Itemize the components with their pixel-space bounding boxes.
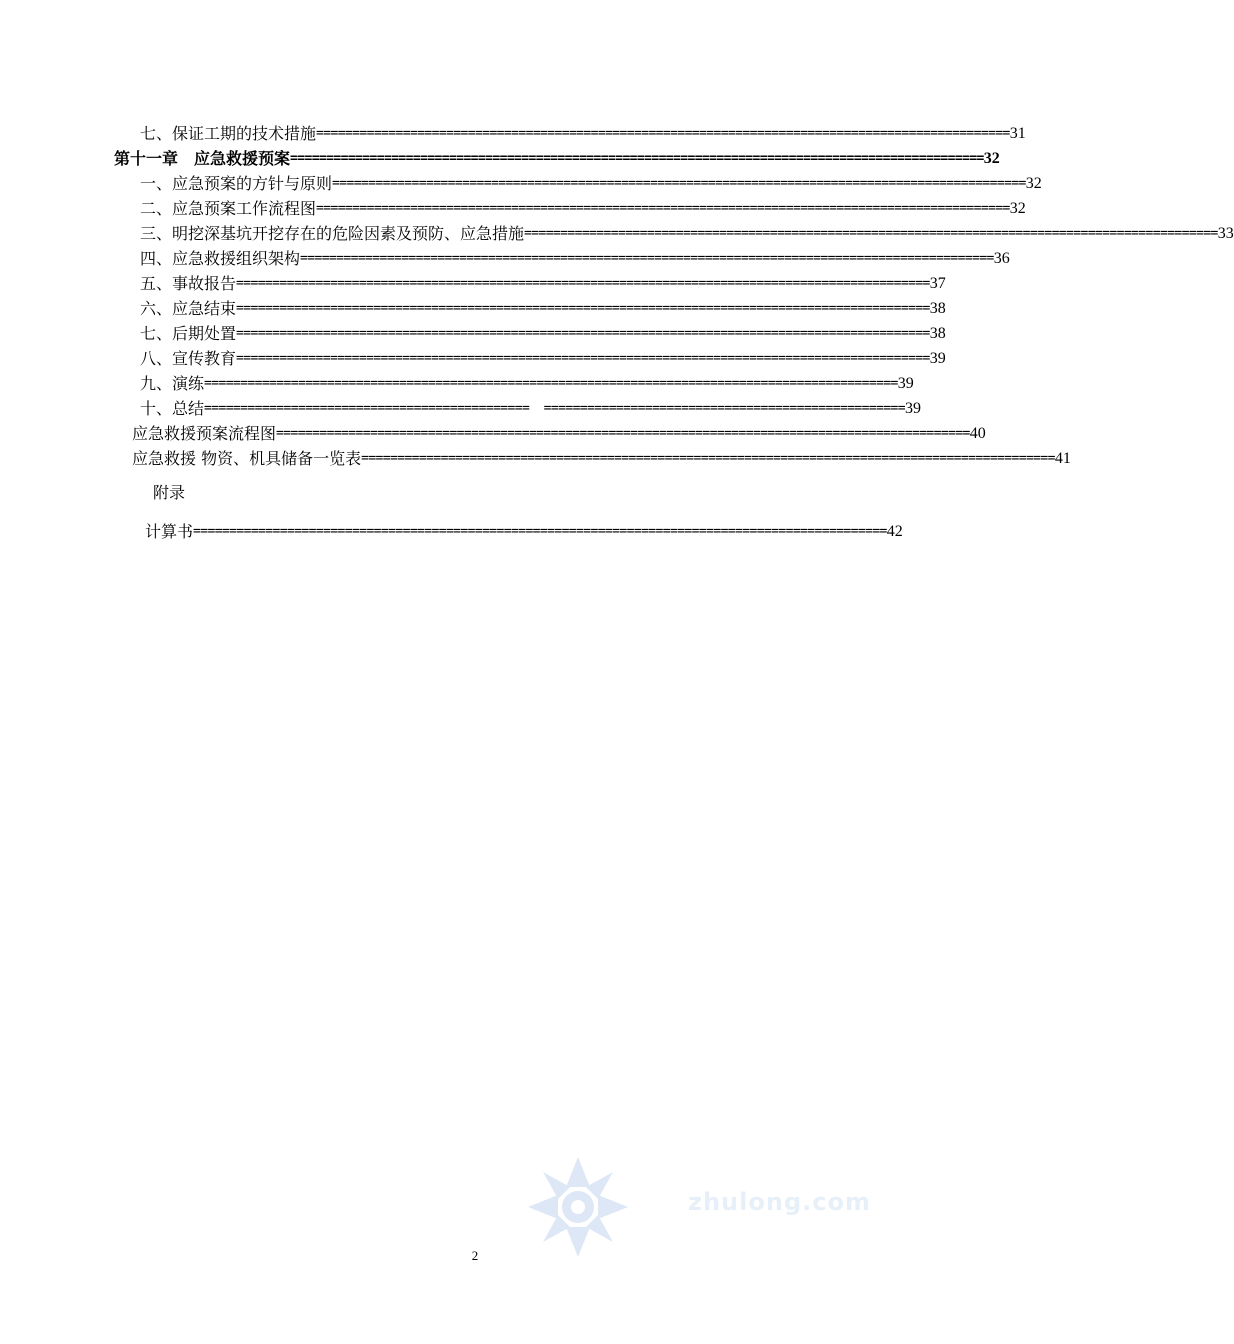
toc-entry-3[interactable] (140, 197, 1026, 221)
toc-entry-page: 31 (1009, 125, 1026, 142)
watermark (518, 1152, 871, 1262)
toc-entry-title: 二、应急预案工作流程图 (140, 199, 317, 218)
toc-entry-13[interactable] (132, 447, 1071, 471)
toc-entry-page: 40 (969, 425, 986, 442)
toc-entry-12[interactable] (132, 422, 986, 446)
toc-leader: ================================================================================================ (332, 176, 1026, 191)
page-number: 2 (471, 1248, 479, 1263)
toc-entry-2[interactable] (140, 172, 1042, 196)
toc-entry-title: 六、应急结束 (140, 299, 237, 318)
toc-leader: ================================================================================================ (276, 426, 970, 441)
toc-leader: ================================================================================================ (316, 126, 1010, 141)
toc-entry-title: 三、明挖深基坑开挖存在的危险因素及预防、应急措施 (140, 224, 525, 243)
toc-entry-8[interactable] (140, 322, 946, 346)
toc-entry-page: 32 (983, 150, 1000, 167)
toc-entry-title: 八、宣传教育 (140, 349, 237, 368)
toc-entry-10[interactable] (140, 372, 914, 396)
toc-entry-page: 33 (1217, 225, 1234, 242)
toc-entry-page: 39 (905, 400, 922, 417)
toc-entry-title: 应急救援预案流程图 (132, 424, 277, 443)
toc-entry-title: 九、演练 (140, 374, 205, 393)
toc-leader: ================================================================================================ (204, 376, 898, 391)
toc-entry-title: 四、应急救援组织架构 (140, 249, 301, 268)
toc-entry-11[interactable] (140, 397, 922, 421)
toc-leader: ================================================================================================ (290, 151, 984, 166)
snowflake-logo-icon (518, 1152, 638, 1262)
toc-entry-title: 七、保证工期的技术措施 (140, 124, 317, 143)
toc-entry-title: 应急救援 物资、机具储备一览表 (132, 449, 362, 468)
toc-entry-page: 42 (886, 523, 903, 540)
toc-entry-9[interactable] (140, 347, 946, 371)
toc-entry-page: 36 (993, 250, 1010, 267)
toc-leader: ================================================================================================ (524, 226, 1218, 241)
toc-entry-page: 39 (897, 375, 914, 392)
toc-leader: ============================================= ================================================== (204, 401, 906, 416)
toc-entry-title: 一、应急预案的方针与原则 (140, 174, 333, 193)
toc-leader: ================================================================================================ (236, 351, 930, 366)
toc-leader: ================================================================================================ (193, 524, 887, 539)
toc-entry-5[interactable] (140, 247, 1010, 271)
toc-entry-page: 38 (929, 325, 946, 342)
toc-entry-calc[interactable] (145, 520, 903, 544)
toc-leader: ================================================================================================ (300, 251, 994, 266)
toc-entry-4[interactable] (140, 222, 1234, 246)
toc-entry-title: 第十一章 应急救援预案 (114, 149, 291, 168)
toc-entry-title: 十、总结 (140, 399, 205, 418)
toc-leader: ================================================================================================ (236, 301, 930, 316)
toc-entry-1[interactable] (114, 147, 1000, 171)
toc-entry-page: 32 (1009, 200, 1026, 217)
toc-entry-page: 37 (929, 275, 946, 292)
toc-entry-page: 39 (929, 350, 946, 367)
toc-entry-title: 七、后期处置 (140, 324, 237, 343)
toc-leader: ================================================================================================ (236, 276, 930, 291)
toc-entry-0[interactable] (140, 122, 1026, 146)
toc-entry-7[interactable] (140, 297, 946, 321)
toc-entry-6[interactable] (140, 272, 946, 296)
toc-entry-page: 32 (1025, 175, 1042, 192)
toc-entry-page: 38 (929, 300, 946, 317)
toc-entry-title: 五、事故报告 (140, 274, 237, 293)
toc-leader: ================================================================================================ (316, 201, 1010, 216)
toc-leader: ================================================================================================ (361, 451, 1055, 466)
toc-leader: ================================================================================================ (236, 326, 930, 341)
toc-entry-title: 计算书 (145, 522, 194, 541)
toc-entry-page: 41 (1054, 450, 1071, 467)
watermark-text: zhulong.com (688, 1188, 871, 1216)
appendix-heading: 附录 (153, 483, 186, 502)
